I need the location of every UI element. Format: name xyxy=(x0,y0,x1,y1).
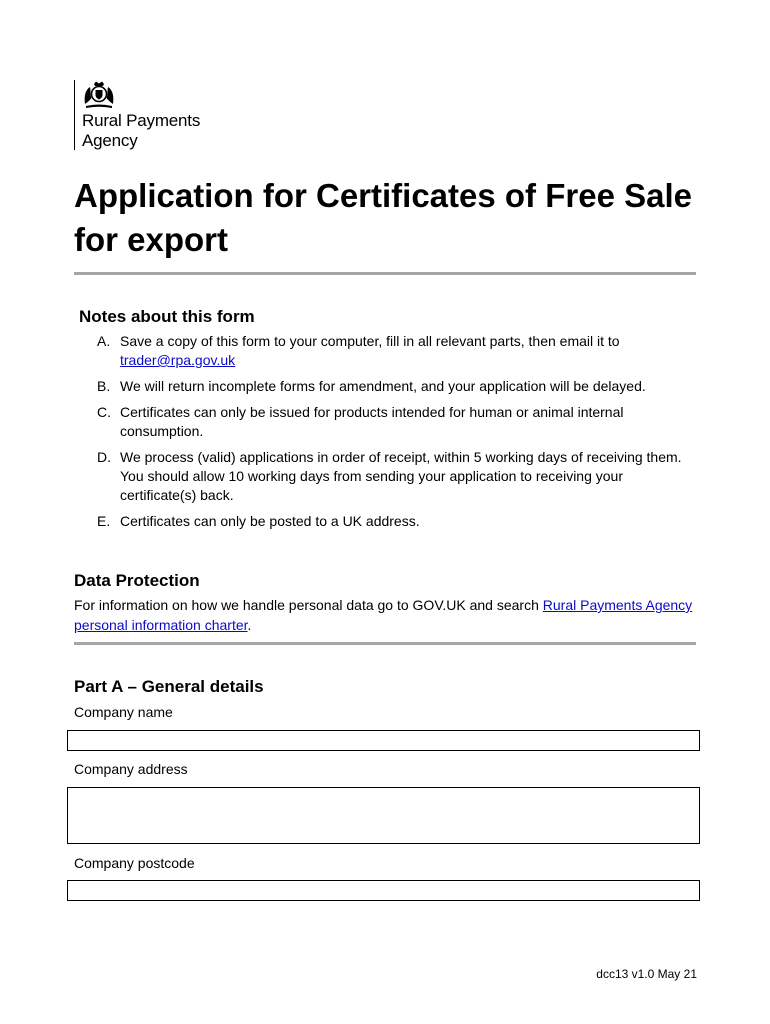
company-postcode-label: Company postcode xyxy=(74,855,195,871)
note-marker: D. xyxy=(97,449,111,465)
company-address-field[interactable] xyxy=(67,787,700,844)
note-marker: C. xyxy=(97,404,111,420)
company-name-label: Company name xyxy=(74,704,173,720)
note-text: We will return incomplete forms for amendment, and your application will be delayed. xyxy=(120,378,646,394)
note-text: We process (valid) applications in order of receipt, within 5 working days of receiving them. You should allow 10 working days from sending your application to receiving your certificate(s) back. xyxy=(120,449,682,503)
notes-heading: Notes about this form xyxy=(79,307,255,326)
notes-list xyxy=(97,332,697,538)
note-marker: A. xyxy=(97,333,111,349)
note-marker: E. xyxy=(97,513,111,529)
personal-info-charter-link[interactable]: Rural Payments Agency personal information charter xyxy=(74,597,693,633)
company-address-label: Company address xyxy=(74,761,188,777)
note-item-e xyxy=(97,512,697,531)
note-item-d xyxy=(97,448,697,505)
agency-name-line2: Agency xyxy=(82,131,138,150)
part-a-heading: Part A – General details xyxy=(74,677,264,696)
agency-logo xyxy=(74,80,200,150)
note-item-b xyxy=(97,377,697,396)
data-protection-text xyxy=(74,595,694,635)
form-reference: dcc13 v1.0 May 21 xyxy=(596,967,697,981)
title-divider xyxy=(74,272,696,275)
data-protection-body: For information on how we handle personal data go to GOV.UK and search xyxy=(74,597,543,613)
company-postcode-field[interactable] xyxy=(67,880,700,901)
agency-name xyxy=(82,111,200,151)
note-text: Certificates can only be posted to a UK address. xyxy=(120,513,420,529)
note-text: Certificates can only be issued for products intended for human or animal internal consumption. xyxy=(120,404,624,439)
note-item-c xyxy=(97,403,697,441)
company-name-field[interactable] xyxy=(67,730,700,751)
section-divider xyxy=(74,642,696,645)
note-marker: B. xyxy=(97,378,111,394)
page-title: Application for Certificates of Free Sale for export xyxy=(74,177,692,258)
data-protection-heading: Data Protection xyxy=(74,571,200,590)
trader-email-link[interactable]: trader@rpa.gov.uk xyxy=(120,352,236,368)
agency-name-line1: Rural Payments xyxy=(82,111,201,130)
note-item-a xyxy=(97,332,697,370)
note-text: Save a copy of this form to your computer, fill in all relevant parts, then email it to xyxy=(120,333,620,349)
data-protection-suffix: . xyxy=(247,617,252,633)
royal-coat-of-arms-icon xyxy=(82,81,116,109)
